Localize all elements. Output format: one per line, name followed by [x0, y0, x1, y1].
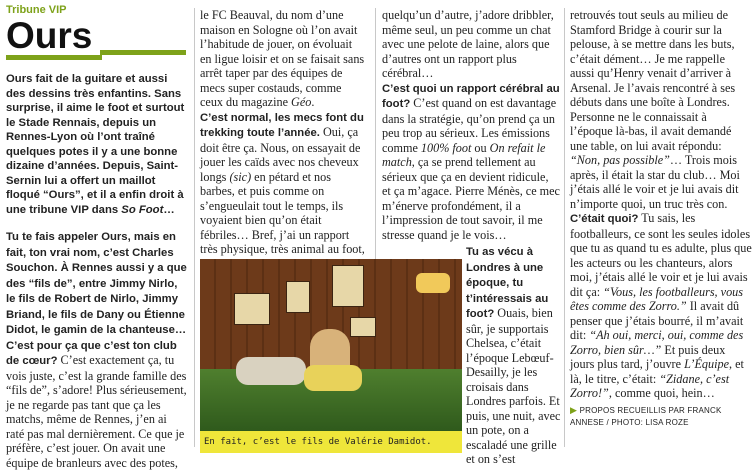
photo-lamp [416, 273, 450, 293]
column-4-text: retrouvés tout seuls au milieu de Stamford Bridge à courir sur la pelouse, à se mettre dans les buts, c’était dément… Je me rappelle aussi qu’Henry venait d’arriver à Arsenal. Je l’avais rencontré à ses débuts dans une boîte à Londres. Personne ne le connaissait à l’époque là-bas, il avait demandé une table, on lui avait répondu: “Non, pas possible”… Trois mois après, il était la star du club… Moi j’étais allé le voir et je lui avais dit n’importe quoi, un truc très con. C’était quoi? Tu sais, les footballeurs, ce sont les seules idoles que tu as quand tu es adulte, plus que les acteurs ou les chanteurs, alors moi, j’étais allé le voir et je lui avais dit ça: “Vous, les footballeurs, vous êtes comme des Zorro.” Il avait dû penser que j’étais bourré, il m’avait dit: “Ah oui, merci, oui, comme des Zorro, bien sûr…” Et puis deux jours plus tard, j’ouvre L’Équipe, et là, le titre, c’était: “Zidane, c’est Zorro!”, comme quoi, hein… [570, 8, 752, 400]
headline-rule [100, 50, 186, 55]
photo-poster [350, 317, 376, 337]
column-rule [194, 8, 195, 447]
photo-caption: En fait, c’est le fils de Valérie Damidot. [200, 431, 462, 453]
column-3-text: quelqu’un d’autre, j’adore dribbler, même seul, un peu comme un chat avec une pelote de laine, alors que d’autres ont un rapport plus cérébral… C’est quoi un rapport cérébral au foot? C’est quand on est davantage dans la stratégie, qu’on prend ça un peu trop au sérieux. Les émissions comme 100% foot ou On refait le match, ça se prend tellement au sérieux que ça en devient ridicule, et ça m’agace. Pierre Ménès, ce mec m’énerve profondément, il a l’impression de tout savoir, il me stresse quand je le vois… [382, 8, 560, 242]
photo-shirt [304, 365, 362, 391]
column-3b [466, 244, 562, 467]
column-2-text: le FC Beauval, du nom d’une maison en Sologne où l’on avait l’habitude de jouer, on évoluait en ligue loisir et on se faisait sans arrêt taper par des équipes de mecs super costauds, comme ceux du magazine Géo. C’est normal, les mecs font du trekking toute l’année. Oui, ça doit être ça. Nous, on essayait de jouer les caïds avec nos cheveux longs (sic) en pétard et nos barbes, et puis comme on s’engueulait tout le temps, ils voyaient bien qu’on était fébriles… Bref, j’ai un rapport très physique, très animal au foot, [200, 8, 365, 256]
intro-paragraph: Ours fait de la guitare et aussi des dessins très enfantins. Sans surprise, il aime le foot et surtout le Stade Rennais, depuis un Rennes-Lyon où l’ont traîné quelques potes il y a une bonne dizaine d’années. Depuis, Saint-Sernin lui a offert un maillot floqué “Ours”, et il a enfin droit à une tribune VIP dans So Foot… [6, 73, 185, 216]
column-3b-text: Tu as vécu à Londres à une époque, tu t’intéressais au foot? Ouais, bien sûr, je supportais Chelsea, c’était l’époque Lebœuf-Desailly, je les croisais dans Londres parfois. Et puis, une nuit, avec un pote, on a escaladé une grille et on s’est [466, 246, 561, 466]
column-rule [375, 8, 376, 263]
photo-credit [570, 404, 750, 429]
headline: Ours [6, 17, 102, 60]
kicker: Tribune VIP [6, 4, 67, 16]
column-4 [570, 8, 752, 401]
photo-poster [234, 293, 270, 325]
credit-symbol: ▶ [570, 405, 578, 415]
column-3 [382, 8, 560, 242]
column-1-text: Tu te fais appeler Ours, mais en fait, ton vrai nom, c’est Charles Souchon. À Rennes aussi y a que des “fils de”, entre Jimmy Nirlo, le fils de Robert de Nirlo, Jimmy Briand, le fils de Dany ou Étienne Didot, le gamin de la chanteuse… C’est pour ça que c’est ton club de cœur? C’est exactement ça, tu vois juste, c’est la grande famille des “fils de”, s’adore! Plus sérieusement, je ne regarde pas tant que ça les matchs, même de Rennes, j’en ai raté pas mal dernièrement. Ce que je préfère, c’est jouer. On avait une équipe de branleurs avec des potes, [6, 231, 187, 470]
photo-poster [286, 281, 310, 313]
column-2 [200, 8, 366, 286]
photo-poster [332, 265, 364, 307]
credit-text: PROPOS RECUEILLIS PAR FRANCK ANNESE / PHOTO: LISA ROZE [570, 406, 722, 427]
portrait-photo [200, 259, 462, 431]
photo-pillow [236, 357, 306, 385]
column-rule [564, 8, 565, 447]
column-1 [6, 72, 188, 470]
